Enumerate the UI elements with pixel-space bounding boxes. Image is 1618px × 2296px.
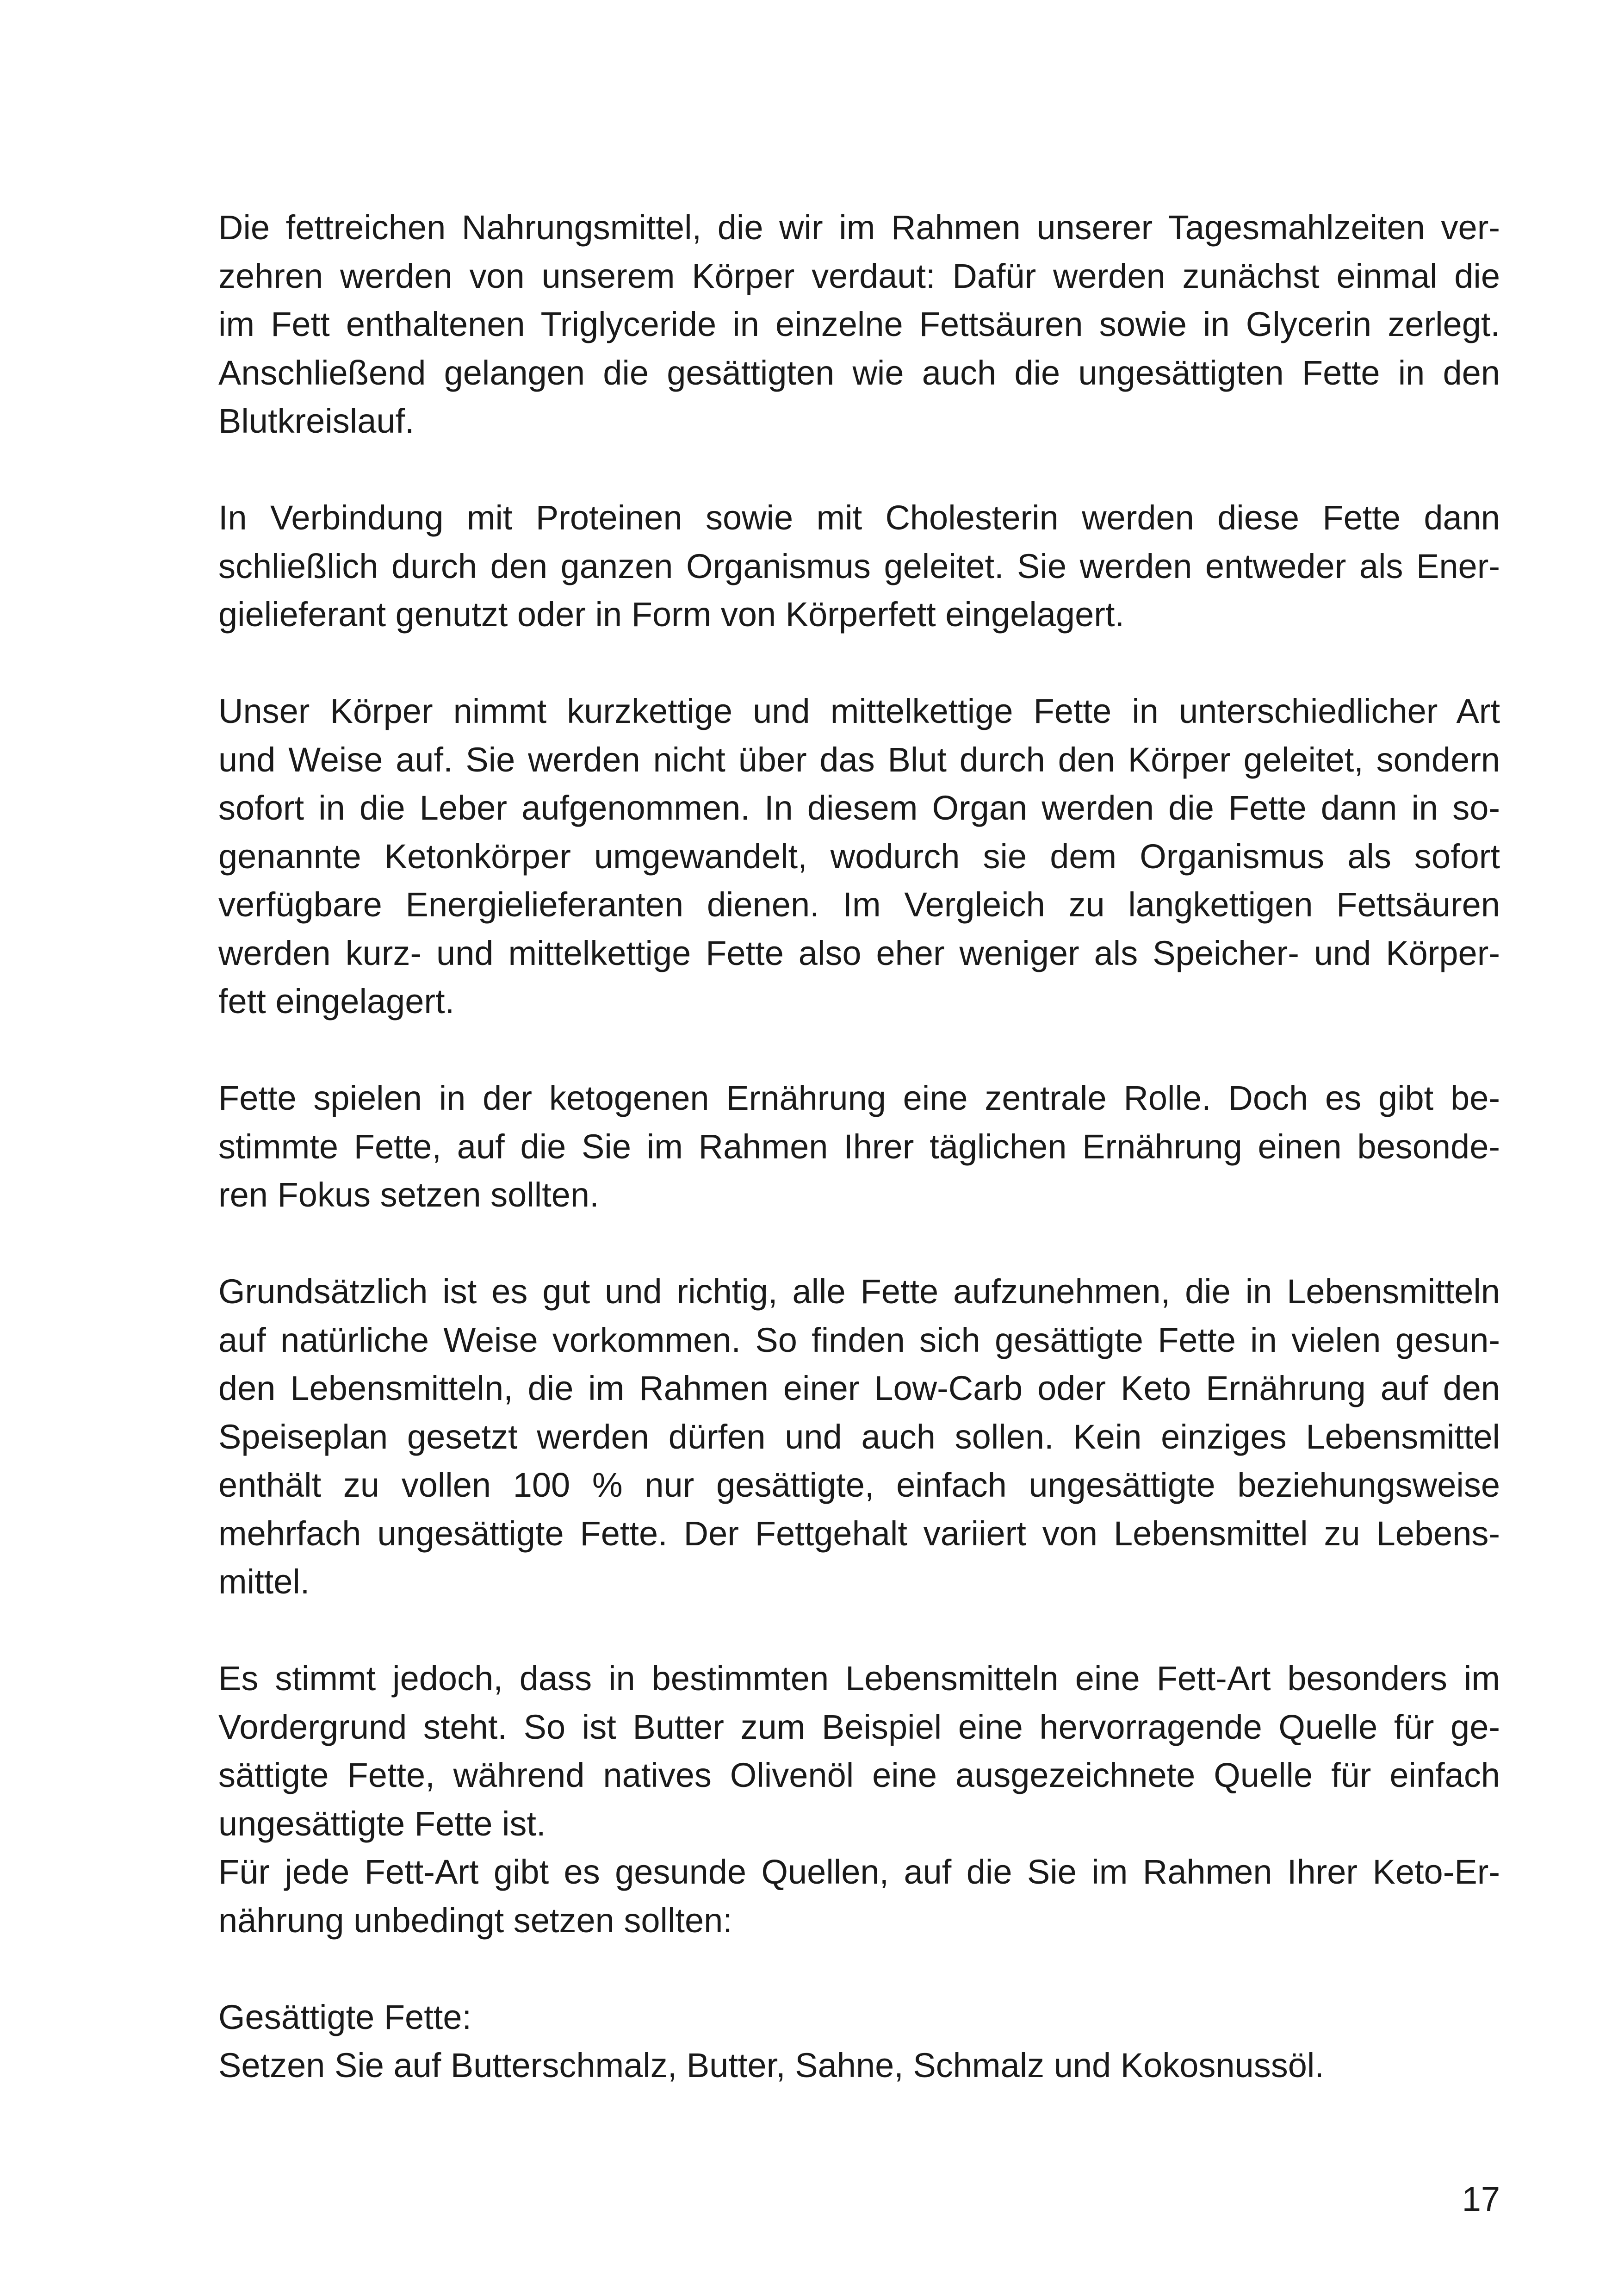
text-line: In Verbindung mit Proteinen sowie mit Cholesterin werden diese Fette dann [218,498,1500,537]
text-line: ren Fokus setzen sollten. [218,1176,599,1214]
text-line: Die fettreichen Nahrungsmittel, die wir im Rahmen unserer Tagesmahlzeiten ver- [218,208,1500,247]
paragraph [218,1993,1500,2090]
text-line: Anschließend gelangen die gesättigten wie auch die ungesättigten Fette in den [218,353,1500,392]
text-line: werden kurz- und mittelkettige Fette also eher weniger als Speicher- und Körper- [218,933,1500,972]
text-line: Blutkreislauf. [218,402,415,440]
text-line: Gesättigte Fette: [218,1997,472,2036]
paragraph [218,1268,1500,1606]
page-number: 17 [1462,2180,1500,2218]
text-line: schließlich durch den ganzen Organismus geleitet. Sie werden entweder als Ener- [218,547,1500,585]
text-line: auf natürliche Weise vorkommen. So finden sich gesättigte Fette in vielen gesun- [218,1320,1500,1359]
paragraph [218,494,1500,639]
text-line: fett eingelagert. [218,982,455,1020]
paragraph [218,1655,1500,1945]
text-line: im Fett enthaltenen Triglyceride in einzelne Fettsäuren sowie in Glycerin zerlegt. [218,305,1500,343]
text-line: mittel. [218,1562,310,1601]
text-line: Fette spielen in der ketogenen Ernährung eine zentrale Rolle. Doch es gibt be- [218,1079,1500,1117]
text-line: Es stimmt jedoch, dass in bestimmten Lebensmitteln eine Fett-Art besonders im [218,1659,1500,1698]
text-line: nährung unbedingt setzen sollten: [218,1901,732,1940]
text-line: verfügbare Energielieferanten dienen. Im Vergleich zu langkettigen Fettsäuren [218,885,1500,924]
text-line: gielieferant genutzt oder in Form von Körperfett eingelagert. [218,595,1125,634]
text-line: sättigte Fette, während natives Olivenöl eine ausgezeichnete Quelle für einfach [218,1756,1500,1794]
text-line: Vordergrund steht. So ist Butter zum Beispiel eine hervorragende Quelle für ge- [218,1707,1500,1746]
text-line: sofort in die Leber aufgenommen. In diesem Organ werden die Fette dann in so- [218,789,1500,827]
text-line: Grundsätzlich ist es gut und richtig, alle Fette aufzunehmen, die in Lebensmitteln [218,1272,1500,1311]
text-line: Speiseplan gesetzt werden dürfen und auch sollen. Kein einziges Lebensmittel [218,1417,1500,1456]
text-line: und Weise auf. Sie werden nicht über das Blut durch den Körper geleitet, sondern [218,740,1500,779]
body-text [218,204,1500,2090]
text-line: zehren werden von unserem Körper verdaut: Dafür werden zunächst einmal die [218,256,1500,295]
paragraph [218,687,1500,1026]
text-line: Setzen Sie auf Butterschmalz, Butter, Sahne, Schmalz und Kokosnussöl. [218,2046,1324,2084]
text-line: den Lebensmitteln, die im Rahmen einer Low-Carb oder Keto Ernährung auf den [218,1369,1500,1407]
text-line: stimmte Fette, auf die Sie im Rahmen Ihrer täglichen Ernährung einen besonde- [218,1127,1500,1166]
text-line: mehrfach ungesättigte Fette. Der Fettgehalt variiert von Lebensmittel zu Lebens- [218,1514,1500,1553]
text-line: genannte Ketonkörper umgewandelt, wodurch sie dem Organismus als sofort [218,837,1500,876]
text-line: ungesättigte Fette ist. [218,1804,546,1843]
text-line: Unser Körper nimmt kurzkettige und mittelkettige Fette in unterschiedlicher Art [218,692,1500,730]
text-line: enthält zu vollen 100 % nur gesättigte, einfach ungesättigte beziehungsweise [218,1466,1500,1504]
paragraph [218,204,1500,446]
paragraph [218,1074,1500,1220]
text-line: Für jede Fett-Art gibt es gesunde Quellen, auf die Sie im Rahmen Ihrer Keto-Er- [218,1853,1500,1891]
